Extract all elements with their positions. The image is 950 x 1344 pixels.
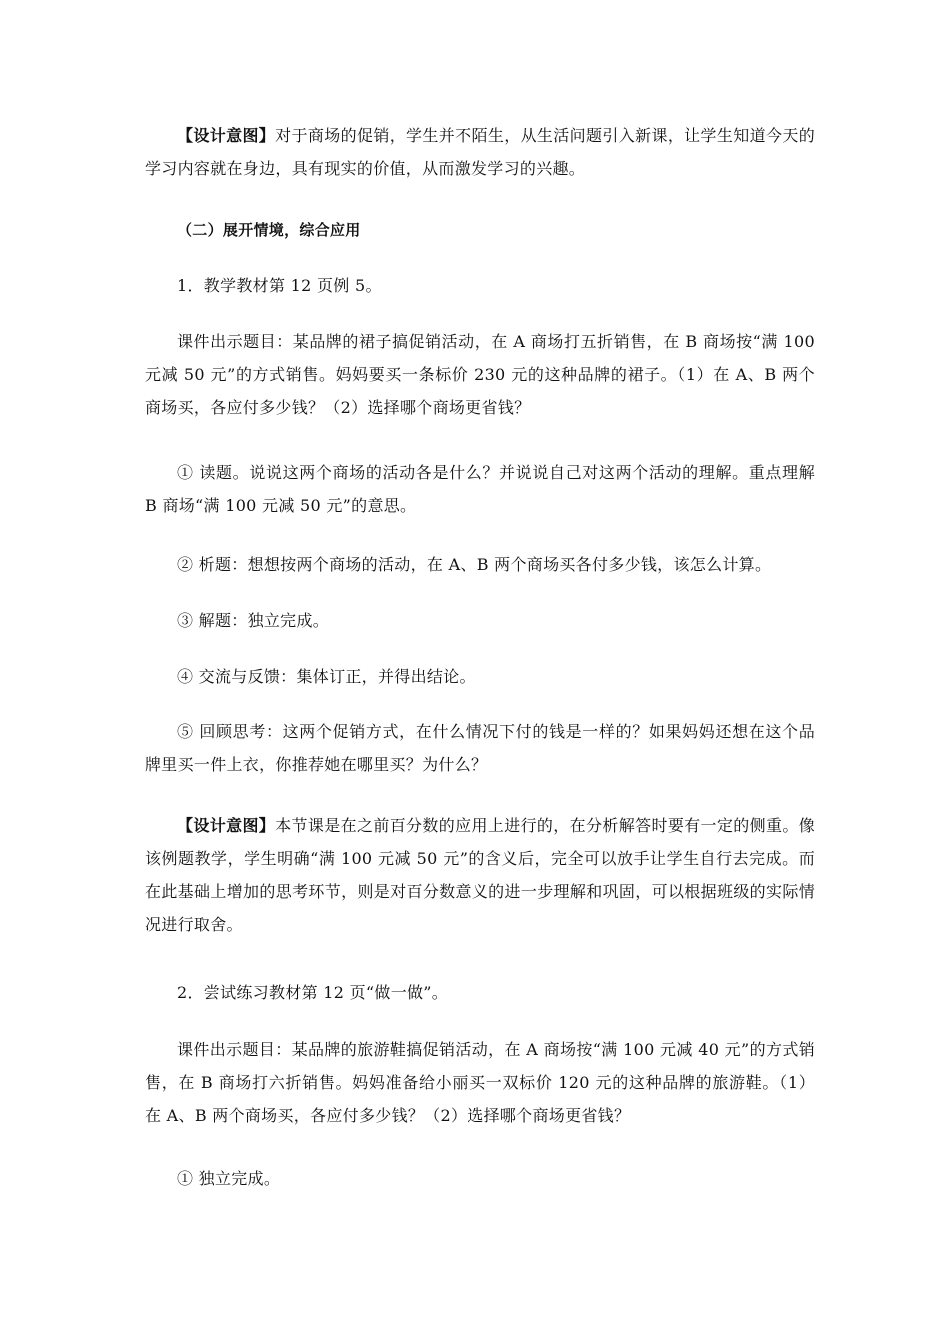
step-read-problem <box>145 456 815 522</box>
paragraph-text: 课件出示题目：某品牌的旅游鞋搞促销活动，在 A 商场按“满 100 元减 40 元”的方式销售，在 B 商场打六折销售。妈妈准备给小丽买一双标价 120 元的这种品牌的旅游鞋。（1）在 A、B 两个商场买，各应付多少钱？（2）选择哪个商场更省钱？ <box>145 1040 815 1125</box>
section-heading <box>145 213 815 247</box>
example-5-problem <box>145 325 815 424</box>
paragraph-text: ① 读题。说说这两个商场的活动各是什么？并说说自己对这两个活动的理解。重点理解 B 商场“满 100 元减 50 元”的意思。 <box>145 463 815 515</box>
step-analyze-problem <box>145 548 815 581</box>
paragraph-text: ② 析题：想想按两个商场的活动，在 A、B 两个商场买各付多少钱，该怎么计算。 <box>177 555 772 574</box>
step-review-reflect <box>145 715 815 781</box>
paragraph-text: 课件出示题目：某品牌的裙子搞促销活动，在 A 商场打五折销售，在 B 商场按“满 100 元减 50 元”的方式销售。妈妈要买一条标价 230 元的这种品牌的裙子。（1）在 A、B 两个商场买，各应付多少钱？（2）选择哪个商场更省钱？ <box>145 332 815 417</box>
design-intent-paragraph-1 <box>145 119 815 185</box>
paragraph-text: ⑤ 回顾思考：这两个促销方式，在什么情况下付的钱是一样的？如果妈妈还想在这个品牌里买一件上衣，你推荐她在哪里买？为什么？ <box>145 722 815 774</box>
design-intent-paragraph-2 <box>145 809 815 941</box>
paragraph-text: 对于商场的促销，学生并不陌生，从生活问题引入新课，让学生知道今天的学习内容就在身边，具有现实的价值，从而激发学习的兴趣。 <box>145 126 815 178</box>
step-independent-work <box>145 1162 815 1195</box>
paragraph-text: ③ 解题：独立完成。 <box>177 611 330 630</box>
design-intent-label: 【设计意图】 <box>177 126 276 145</box>
paragraph-text: ④ 交流与反馈：集体订正，并得出结论。 <box>177 667 476 686</box>
item-1-title <box>145 269 815 302</box>
paragraph-text: ① 独立完成。 <box>177 1169 281 1188</box>
paragraph-text: 2．尝试练习教材第 12 页“做一做”。 <box>177 983 449 1002</box>
try-exercise-problem <box>145 1033 815 1132</box>
design-intent-label: 【设计意图】 <box>177 816 276 835</box>
step-exchange-feedback <box>145 660 815 693</box>
paragraph-text: 本节课是在之前百分数的应用上进行的，在分析解答时要有一定的侧重。像该例题教学，学生明确“满 100 元减 50 元”的含义后，完全可以放手让学生自行去完成。而在此基础上增加的思考环节，则是对百分数意义的进一步理解和巩固，可以根据班级的实际情况进行取舍。 <box>145 816 815 934</box>
step-solve-problem <box>145 604 815 637</box>
paragraph-text: 1．教学教材第 12 页例 5。 <box>177 276 382 295</box>
item-2-title <box>145 976 815 1009</box>
section-heading-text: （二）展开情境，综合应用 <box>177 221 361 239</box>
